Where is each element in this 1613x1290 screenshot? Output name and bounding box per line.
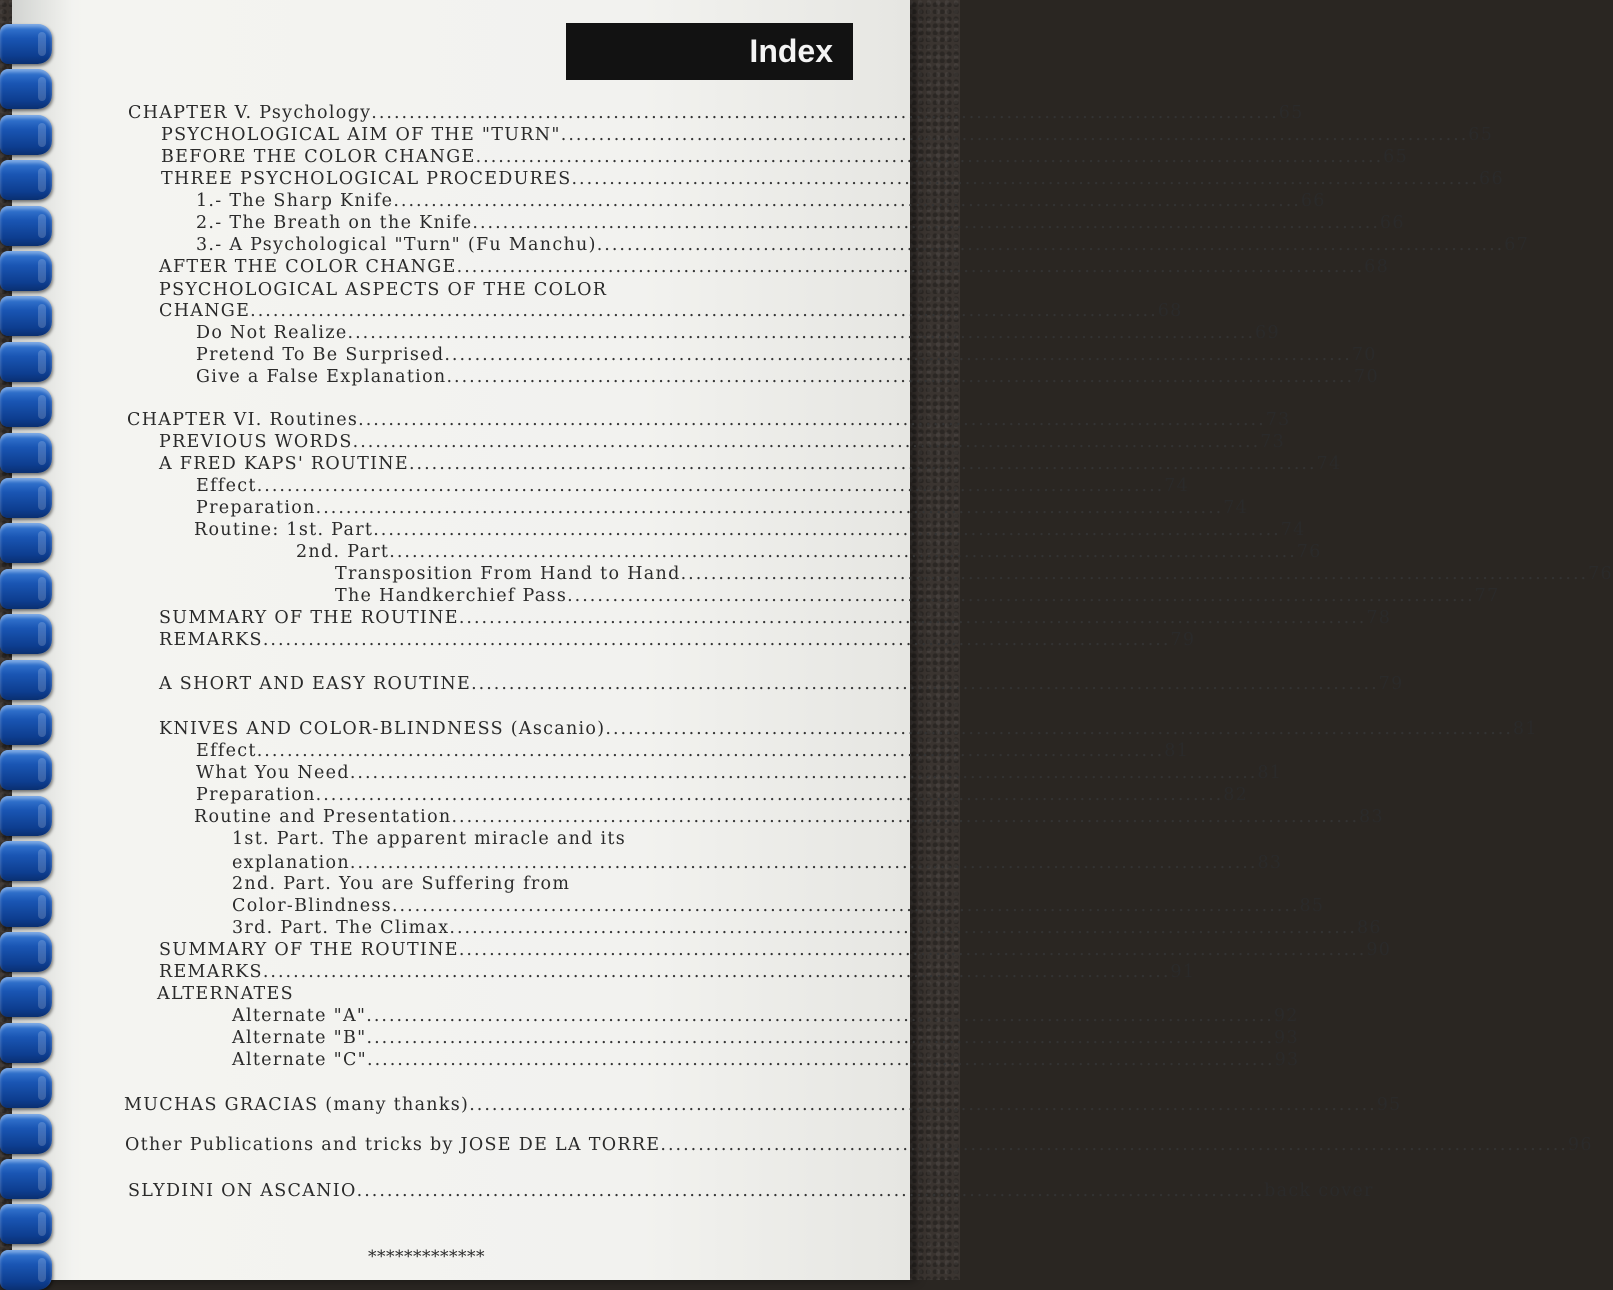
dot-leader: ........................................................................................................................ xyxy=(560,125,1469,145)
toc-page-number: 68 xyxy=(1157,301,1183,321)
toc-page-number: 65 xyxy=(1468,125,1494,145)
toc-entry-label: SUMMARY OF THE ROUTINE xyxy=(159,940,459,960)
toc-entry-label: REMARKS xyxy=(159,630,263,650)
toc-page-number: 92 xyxy=(1273,1006,1299,1026)
toc-page-number: 93 xyxy=(1274,1050,1300,1070)
dot-leader: ........................................................................................................................ xyxy=(660,1135,1568,1155)
toc-entry-label: 3rd. Part. The Climax xyxy=(232,918,450,938)
toc-entry-label: SLYDINI ON ASCANIO xyxy=(128,1181,357,1201)
dot-leader: ........................................................................................................................ xyxy=(315,785,1224,805)
toc-entry-label: CHANGE xyxy=(159,301,251,321)
toc-entry xyxy=(159,718,1538,740)
index-title: Index xyxy=(749,33,833,69)
dot-leader: ........................................................................................................................ xyxy=(356,1181,1265,1201)
toc-page-number: 77 xyxy=(1474,586,1500,606)
toc-page-number: 85 xyxy=(1299,896,1325,916)
toc-entry xyxy=(159,431,1286,453)
toc-entry-label: A SHORT AND EASY ROUTINE xyxy=(159,674,472,694)
toc-heading-line: PSYCHOLOGICAL ASPECTS OF THE COLOR xyxy=(159,280,608,300)
toc-page-number: 81 xyxy=(1512,719,1538,739)
toc-entry-label: CHAPTER VI. Routines xyxy=(127,410,359,430)
dot-leader: ........................................................................................................................ xyxy=(349,763,1258,783)
toc-entry xyxy=(196,190,1326,212)
toc-page-number: 76 xyxy=(1588,564,1613,584)
toc-page-number: 96 xyxy=(1567,1135,1593,1155)
toc-entry xyxy=(127,409,1291,431)
toc-entry xyxy=(194,519,1306,541)
dot-leader: ........................................................................................................................ xyxy=(680,564,1589,584)
dot-leader: ........................................................................................................................ xyxy=(367,1050,1275,1070)
toc-entry xyxy=(159,607,1392,629)
toc-page-number: 83 xyxy=(1257,853,1283,873)
toc-entry-label: The Handkerchief Pass xyxy=(335,586,568,606)
toc-page-number: 82 xyxy=(1223,785,1249,805)
dot-leader: ........................................................................................................................ xyxy=(596,235,1505,255)
toc-entry-label: A FRED KAPS' ROUTINE xyxy=(159,454,409,474)
toc-page-number: 73 xyxy=(1260,432,1286,452)
toc-entry xyxy=(159,961,1196,983)
toc-entry-label: Pretend To Be Surprised xyxy=(196,345,445,365)
toc-heading-line: ALTERNATES xyxy=(157,984,294,1004)
toc-entry xyxy=(196,212,1405,234)
toc-entry-label: CHAPTER V. Psychology xyxy=(128,103,372,123)
toc-entry-label: Preparation xyxy=(196,498,316,518)
dot-leader: ........................................................................................................................ xyxy=(358,410,1266,430)
dot-leader: ........................................................................................................................ xyxy=(458,940,1367,960)
dot-leader: ........................................................................................................................ xyxy=(605,719,1513,739)
toc-page-number: 95 xyxy=(1376,1095,1402,1115)
dot-leader: ........................................................................................................................ xyxy=(256,476,1165,496)
toc-entry xyxy=(232,1049,1300,1071)
dot-leader: ........................................................................................................................ xyxy=(408,454,1317,474)
toc-entry-label: Alternate "B" xyxy=(232,1028,367,1048)
toc-entry-label: PSYCHOLOGICAL AIM OF THE "TURN" xyxy=(161,125,561,145)
toc-page-number: 66 xyxy=(1300,191,1326,211)
toc-entry xyxy=(296,541,1322,563)
dot-leader: ........................................................................................................................ xyxy=(393,191,1301,211)
toc-entry-label: What You Need xyxy=(196,763,350,783)
toc-entry xyxy=(335,563,1613,585)
toc-entry-label: Preparation xyxy=(196,785,316,805)
dot-leader: ........................................................................................................................ xyxy=(349,853,1258,873)
toc-page-number: 73 xyxy=(1265,410,1291,430)
toc-page-number: 81 xyxy=(1257,763,1283,783)
toc-page-number: 91 xyxy=(1170,962,1196,982)
toc-page-number: 90 xyxy=(1366,940,1392,960)
dot-leader: ........................................................................................................................ xyxy=(449,918,1357,938)
toc-entry-label: Transposition From Hand to Hand xyxy=(335,564,681,584)
toc-entry xyxy=(196,762,1283,784)
toc-entry-label: 2.- The Breath on the Knife xyxy=(196,213,473,233)
dot-leader: ........................................................................................................................ xyxy=(456,257,1365,277)
toc-entry-label: Alternate "A" xyxy=(232,1006,367,1026)
toc-page-number: 83 xyxy=(1359,807,1384,827)
toc-entry xyxy=(196,366,1379,388)
toc-entry xyxy=(161,168,1504,190)
toc-page-number: 68 xyxy=(1364,257,1390,277)
dot-leader: ........................................................................................................................ xyxy=(347,323,1256,343)
toc-page-number: 70 xyxy=(1354,367,1379,387)
toc-entry-label: explanation xyxy=(232,853,350,873)
dot-leader: ........................................................................................................................ xyxy=(352,432,1261,452)
toc-entry-label: MUCHAS GRACIAS (many thanks) xyxy=(124,1095,470,1115)
toc-entry xyxy=(159,300,1183,322)
dot-leader: ........................................................................................................................ xyxy=(373,520,1281,540)
toc-heading-line: 1st. Part. The apparent miracle and its xyxy=(232,829,627,849)
toc-entry-label: Give a False Explanation xyxy=(196,367,447,387)
dot-leader: ........................................................................................................................ xyxy=(475,147,1384,167)
footer-asterisks: ************* xyxy=(368,1247,485,1267)
dot-leader: ........................................................................................................................ xyxy=(469,1095,1377,1115)
dot-leader: ........................................................................................................................ xyxy=(256,741,1165,761)
toc-entry-label: THREE PSYCHOLOGICAL PROCEDURES xyxy=(161,169,572,189)
toc-entry-label: Color-Blindness xyxy=(232,896,392,916)
dot-leader: ........................................................................................................................ xyxy=(389,542,1297,562)
dot-leader: ........................................................................................................................ xyxy=(472,213,1380,233)
toc-page-number: 74 xyxy=(1164,476,1190,496)
toc-page-number: 70 xyxy=(1351,345,1377,365)
dot-leader: ........................................................................................................................ xyxy=(250,301,1158,321)
toc-entry-label: SUMMARY OF THE ROUTINE xyxy=(159,608,459,628)
toc-entry xyxy=(335,585,1500,607)
toc-entry-label: 3.- A Psychological "Turn" (Fu Manchu) xyxy=(196,235,597,255)
toc-page-number: 76 xyxy=(1296,542,1322,562)
toc-entry-label: 1.- The Sharp Knife xyxy=(196,191,394,211)
toc-page-number: 69 xyxy=(1255,323,1280,343)
dot-leader: ........................................................................................................................ xyxy=(262,962,1171,982)
toc-page-number: 86 xyxy=(1356,918,1382,938)
toc-entry-label: 2nd. Part xyxy=(296,542,390,562)
toc-entry xyxy=(124,1094,1402,1116)
toc-entry xyxy=(194,806,1384,828)
dot-leader: ........................................................................................................................ xyxy=(567,586,1475,606)
toc-entry-label: Alternate "C" xyxy=(232,1050,368,1070)
toc-entry xyxy=(232,852,1283,874)
toc-entry xyxy=(125,1134,1593,1156)
toc-entry xyxy=(159,629,1196,651)
dot-leader: ........................................................................................................................ xyxy=(366,1028,1275,1048)
toc-entry-label: Effect xyxy=(196,476,257,496)
toc-page-number: 74 xyxy=(1223,498,1249,518)
dot-leader: ........................................................................................................................ xyxy=(391,896,1300,916)
toc-entry xyxy=(128,1180,1374,1202)
toc-entry xyxy=(196,784,1249,806)
toc-entry-label: AFTER THE COLOR CHANGE xyxy=(159,257,457,277)
dot-leader: ........................................................................................................................ xyxy=(571,169,1480,189)
toc-entry xyxy=(196,740,1190,762)
toc-entry xyxy=(232,895,1325,917)
toc-page-number: 66 xyxy=(1379,213,1405,233)
toc-entry-label: Routine and Presentation xyxy=(194,807,452,827)
toc-page-number: 74 xyxy=(1316,454,1342,474)
toc-entry xyxy=(196,497,1249,519)
toc-entry xyxy=(232,1027,1299,1049)
toc-page-number: 93 xyxy=(1274,1028,1299,1048)
toc-entry xyxy=(159,256,1390,278)
toc-entry-label: Routine: 1st. Part xyxy=(194,520,374,540)
toc-entry xyxy=(159,453,1342,475)
toc-entry-label: KNIVES AND COLOR-BLINDNESS (Ascanio) xyxy=(159,719,606,739)
toc-entry xyxy=(159,939,1392,961)
toc-entry-label: BEFORE THE COLOR CHANGE xyxy=(161,147,476,167)
toc-entry xyxy=(196,322,1280,344)
toc-entry xyxy=(232,917,1382,939)
dot-leader: ........................................................................................................................ xyxy=(371,103,1279,123)
toc-entry-label: Other Publications and tricks by JOSE DE LA TORRE xyxy=(125,1135,661,1155)
dot-leader: ........................................................................................................................ xyxy=(446,367,1355,387)
toc-page-number: back cover xyxy=(1264,1181,1374,1201)
toc-page-number: 67 xyxy=(1504,235,1530,255)
toc-page-number: 74 xyxy=(1280,520,1306,540)
toc-page-number: 79 xyxy=(1378,674,1404,694)
dot-leader: ........................................................................................................................ xyxy=(366,1006,1274,1026)
toc-entry xyxy=(161,146,1409,168)
toc-page-number: 65 xyxy=(1278,103,1304,123)
dot-leader: ........................................................................................................................ xyxy=(315,498,1224,518)
toc-page-number: 65 xyxy=(1383,147,1409,167)
toc-page-number: 78 xyxy=(1366,608,1392,628)
dot-leader: ........................................................................................................................ xyxy=(262,630,1171,650)
toc-heading-line: 2nd. Part. You are Suffering from xyxy=(232,874,571,894)
dot-leader: ........................................................................................................................ xyxy=(458,608,1367,628)
toc-entry xyxy=(159,673,1404,695)
toc-entry-label: PREVIOUS WORDS xyxy=(159,432,353,452)
toc-entry-label: Effect xyxy=(196,741,257,761)
dot-leader: ........................................................................................................................ xyxy=(471,674,1379,694)
toc-entry xyxy=(196,234,1530,256)
toc-entry xyxy=(128,102,1304,124)
toc-entry-label: REMARKS xyxy=(159,962,263,982)
toc-page-number: 81 xyxy=(1164,741,1190,761)
dot-leader: ........................................................................................................................ xyxy=(451,807,1360,827)
toc-entry xyxy=(161,124,1494,146)
toc-entry xyxy=(232,1005,1299,1027)
toc-page-number: 66 xyxy=(1479,169,1504,189)
toc-entry xyxy=(196,475,1190,497)
dot-leader: ........................................................................................................................ xyxy=(444,345,1352,365)
toc-page-number: 79 xyxy=(1170,630,1196,650)
toc-entry-label: Do Not Realize xyxy=(196,323,348,343)
toc-entry xyxy=(196,344,1377,366)
